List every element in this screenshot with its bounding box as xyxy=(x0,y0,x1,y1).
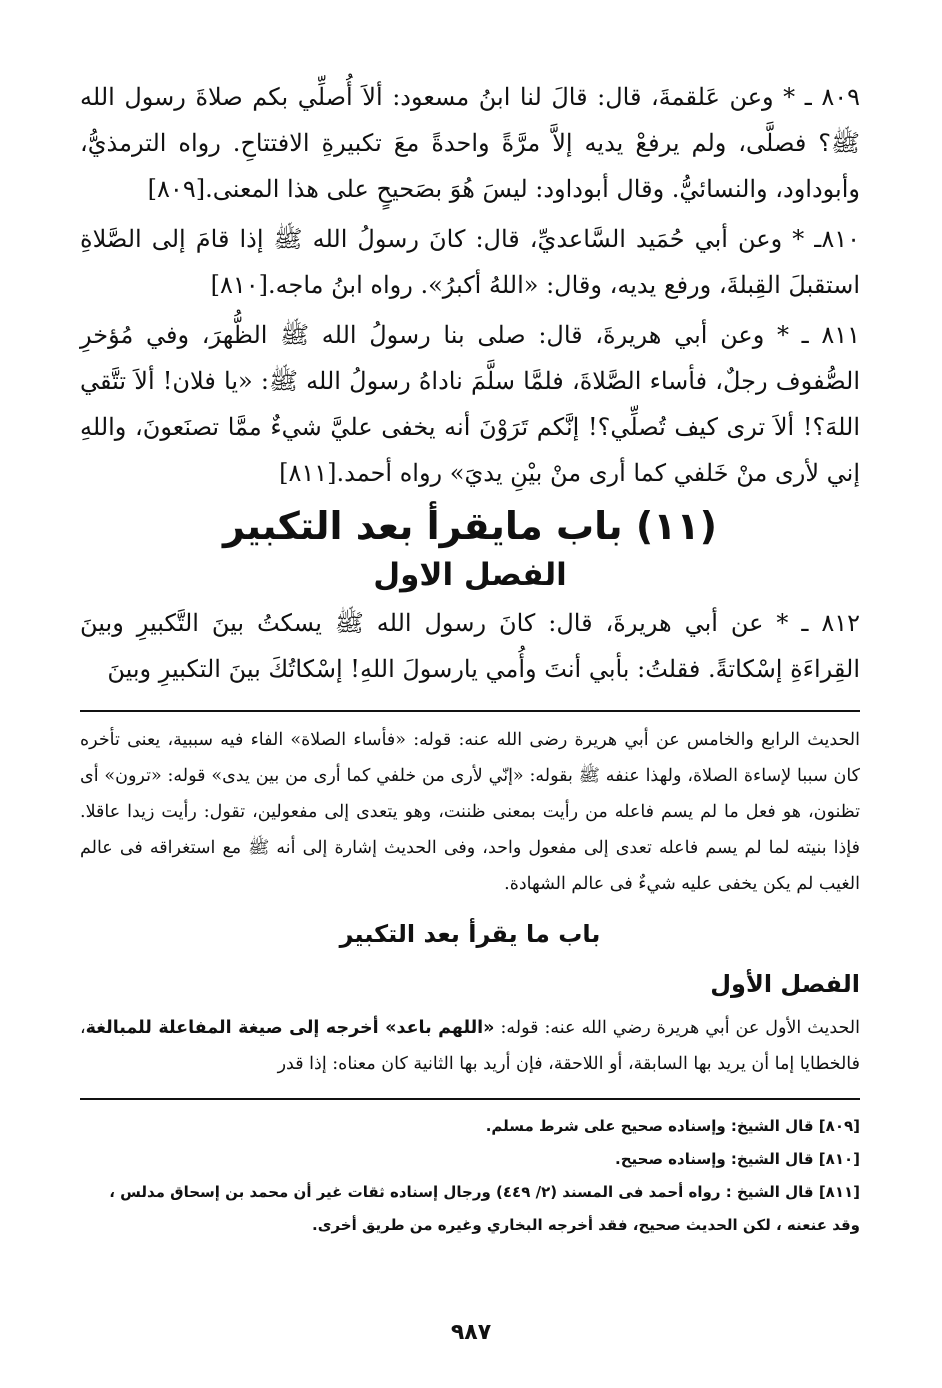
commentary-section-title: الفصل الأول xyxy=(710,970,860,998)
commentary-intro: الحديث الأول عن أبي هريرة رضي الله عنه: قوله: xyxy=(494,1018,861,1038)
chapter-title: (١١) باب مايقرأ بعد التكبير xyxy=(222,504,718,548)
footnote-811: [٨١١] قال الشيخ : رواه أحمد فى المسند (٢/ ٤٤٩) ورجال إسناده ثقات غير أن محمد بن إسحاق مدلس ، وقد عنعنه ، لكن الحديث صحيح، فقد أخرجه البخاري وغيره من طريق أخرى. xyxy=(109,1183,860,1234)
section-title: الفصل الاول xyxy=(373,557,567,593)
hadith-812: ٨١٢ ـ * عن أبي هريرةَ، قال: كانَ رسول الله ﷺ يسكتُ بينَ التَّكبيرِ وبينَ القِراءَةِ إسْكاتةً. فقلتُ: بأبي أنتَ وأُمي يارسولَ اللهِ! إسْكاتُكَ بينَ التكبيرِ وبينَ xyxy=(80,609,860,683)
commentary-block xyxy=(80,722,860,902)
footnote-809: [٨٠٩] قال الشيخ: وإسناده صحيح على شرط مسلم. xyxy=(485,1117,860,1135)
commentary-block-2 xyxy=(80,1010,860,1082)
footnote-divider xyxy=(80,1098,860,1100)
commentary-rest: ، فالخطايا إما أن يريد بها السابقة، أو اللاحقة، فإن أريد بها الثانية كان معناه: إذا قدر xyxy=(80,1018,860,1074)
divider xyxy=(80,710,860,712)
commentary-paragraph: الحديث الرابع والخامس عن أبي هريرة رضى الله عنه: قوله: «فأساء الصلاة» الفاء فيه سببية، يعنى تأخره كان سببا لإساءة الصلاة، ولهذا عنفه ﷺ بقوله: «إنّي لأرى من خلفي كما أرى من بين يدى» قوله: «ترون» أى تظنون، هو فعل ما لم يسم فاعله من رأيت بمعنى ظننت، وهو يتعدى إلى مفعولين، تقول: رأيت زيدا عاقلا. فإذا بنيته لما لم يسم فاعله تعدى إلى مفعول واحد، وفى الحديث إشارة إلى أنه ﷺ مع استغراقه فى عالم الغيب لم يكن يخفى عليه شيءٌ فى عالم الشهادة. xyxy=(80,730,860,894)
page-number: ٩٨٧ xyxy=(450,1320,492,1345)
footnotes xyxy=(80,1110,860,1242)
footnote-810: [٨١٠] قال الشيخ: وإسناده صحيح. xyxy=(615,1150,860,1168)
hadith-811: ٨١١ ـ * وعن أبي هريرةَ، قال: صلى بنا رسولُ الله ﷺ الظُّهرَ، وفي مُؤخرِ الصُّفوف رجلٌ، فأساء الصَّلاةَ، فلمَّا سلَّمَ ناداهُ رسولُ الله ﷺ: «يا فلان! ألاَ تتَّقي اللهَ؟! ألاَ ترى كيف تُصلِّي؟! إنَّكم تَرَوْنَ أنه يخفى عليَّ شيءٌ ممَّا تصنَعونَ، واللهِ إني لأرى منْ خَلفي كما أرى منْ بيْنِ يديَ» رواه أحمد.[٨١١] xyxy=(80,321,861,487)
hadith-809: ٨٠٩ ـ * وعن عَلقمةَ، قال: قالَ لنا ابنُ مسعود: ألاَ أُصلِّي بكم صلاةَ رسول الله ﷺ؟ فصلَّى، ولم يرفعْ يديه إلاَّ مرَّةً واحدةً معَ تكبيرةِ الافتتاحِ. رواه الترمذيُّ، وأبوداود، والنسائيُّ. وقال أبوداود: ليسَ هُوَ بصَحيحٍ على هذا المعنى.[٨٠٩] xyxy=(80,83,860,203)
commentary-bold-phrase: «اللهم باعد» أخرجه إلى صيغة المفاعلة للمبالغة xyxy=(85,1018,495,1038)
commentary-paragraph-2 xyxy=(80,1010,860,1082)
commentary-chapter-title: باب ما يقرأ بعد التكبير xyxy=(339,920,601,948)
page-body xyxy=(80,74,860,1242)
hadith-810: ٨١٠ـ * وعن أبي حُمَيد السَّاعديِّ، قال: كانَ رسولُ الله ﷺ إذا قامَ إلى الصَّلاةِ استقبلَ القِبلةَ، ورفع يديه، وقال: «اللهُ أكبرُ». رواه ابنُ ماجه.[٨١٠] xyxy=(80,225,860,299)
